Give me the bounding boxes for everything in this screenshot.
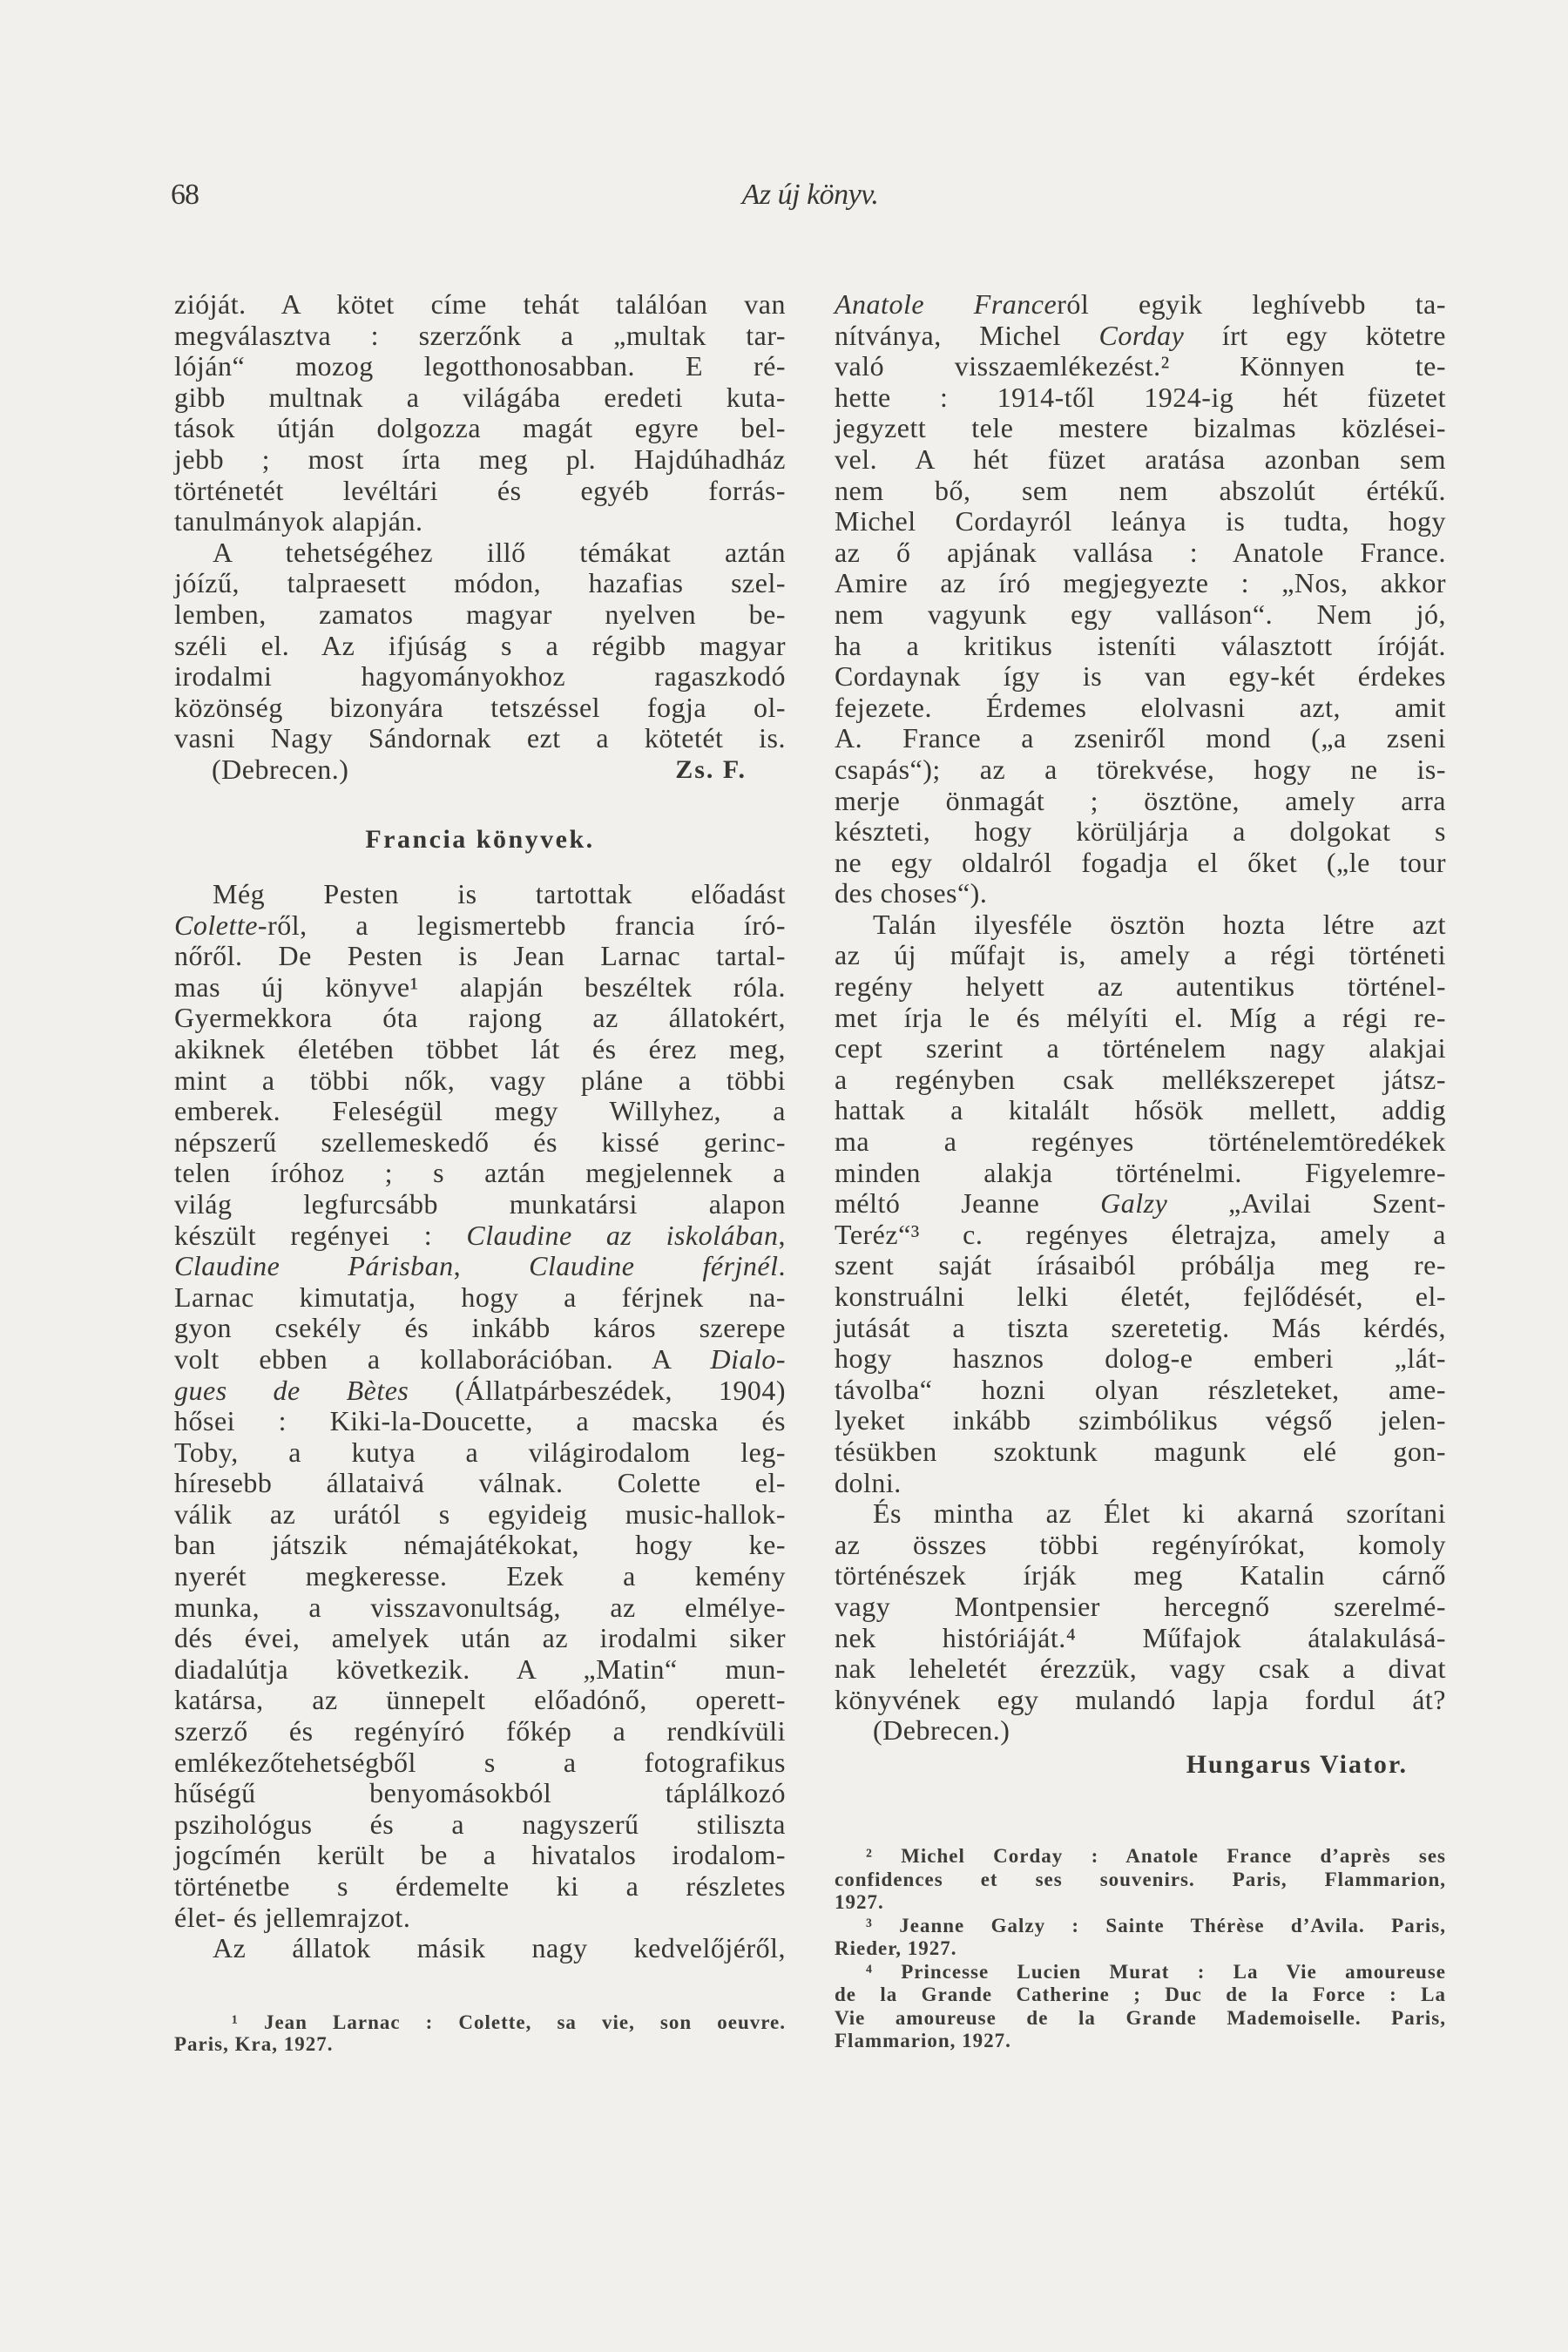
text-line: jutását a tiszta szeretetig. Más kérdés, [835,1311,1446,1343]
text-line: csapás“); az a törekvése, hogy ne is- [835,753,1446,785]
text-line: dolni. [835,1466,902,1498]
page-number: 68 [171,179,199,211]
italic-title: Colette [174,909,258,941]
text-line: mas új könyve¹ alapján beszéltek róla. [174,970,786,1003]
text-line: katársa, az ünnepelt előadónő, operett- [174,1684,786,1716]
text-segment: készült regényei : [174,1219,467,1251]
text-segment: . [778,1250,787,1282]
text-line: tások útján dolgozza magát egyre bel- [174,412,786,444]
text-line: lyeket inkább szimbólikus végső jelen- [835,1404,1446,1436]
text-segment: , [778,1219,786,1251]
text-line: az ő apjának vallása : Anatole France. [835,536,1446,568]
text-segment: (Állatpárbeszédek, 1904) [409,1374,787,1406]
text-line: emberek. Feleségül megy Willyhez, a [174,1095,786,1127]
text-line: ⁴ Princesse Lucien Murat : La Vie amoureuse [866,1960,1446,1983]
text-line: nak leheletét érezzük, vagy csak a divat [835,1652,1446,1685]
text-line: akiknek életében többet lát és érez meg, [174,1032,786,1064]
text-line: ² Michel Corday : Anatole France d’après ses [866,1845,1446,1867]
text-line: pszihológus és a nagyszerű stiliszta [174,1808,786,1840]
text-segment: nítványa, Michel [835,319,1099,351]
text-line: gibb multnak a világába eredeti kuta- [174,381,786,413]
text-line: jegyzett tele mestere bizalmas közlései- [835,412,1446,444]
text-line: Paris, Kra, 1927. [174,2033,334,2055]
text-segment: írt egy kötetre [1184,319,1447,351]
text-line: ne egy oldalról fogadja el őket („le tour [835,846,1446,878]
text-line: könyvének egy mulandó lapja fordul át? [835,1683,1446,1715]
text-line [835,289,1446,321]
text-line [835,321,1446,352]
text-line: Rieder, 1927. [835,1937,957,1959]
italic-title: Claudine az iskolában [466,1219,779,1251]
paragraph [835,1498,1446,1715]
section-heading: Francia könyvek. [365,825,595,854]
text-line: világ legfurcsább munkatársi alapon [174,1187,786,1220]
text-line: A tehetségéhez illő témákat aztán [213,536,786,568]
text-line: élet- és jellemrajzot. [174,1901,411,1933]
text-line: hűségű benyomásokból táplálkozó [174,1777,786,1809]
text-line: az új műfajt is, amely a régi történeti [835,939,1446,971]
text-line: mint a többi nők, vagy pláne a többi [174,1064,786,1096]
text-line [174,1344,786,1375]
text-line: telen íróhoz ; s aztán megjelennek a [174,1157,786,1189]
footnotes-right [835,1845,1446,2053]
text-line: történetét levéltári és egyéb forrás- [174,474,786,506]
text-line: des choses“). [835,877,988,909]
text-line: lóján“ mozog legotthonosabban. E ré- [174,350,786,382]
italic-title: Galzy [1100,1187,1168,1220]
text-line: szent saját írásaiból próbálja meg re- [835,1249,1446,1281]
text-line: híresebb állataivá válnak. Colette el- [174,1467,786,1499]
text-line: széli el. Az ifjúság s a régibb magyar [174,629,786,661]
text-line: Talán ilyesféle ösztön hozta létre azt [873,908,1446,940]
italic-title: Anatole France [835,288,1058,320]
text-line: met írja le és mélyíti el. Míg a régi re- [835,1001,1446,1033]
italic-title: Claudine férjnél [529,1250,779,1282]
signature-place: (Debrecen.) [212,753,349,785]
article-text-francia-konyvek [174,879,786,1964]
text-line: cept szerint a történelem nagy alakjai [835,1032,1446,1064]
left-column-top [174,289,786,786]
paragraph [174,1933,786,1964]
signature-line [174,754,786,786]
text-line: lemben, zamatos magyar nyelven be- [174,598,786,630]
text-line: jogcímén került be a hivatalos irodalom- [174,1839,786,1871]
text-line: ma a regényes történelemtöredékek [835,1125,1446,1158]
text-line [174,910,786,942]
text-line: Cordaynak így is van egy-két érdekes [835,660,1446,693]
text-line: de la Grande Catherine ; Duc de la Force : La [835,1984,1446,2005]
paragraph [174,2011,786,2055]
text-line: zióját. A kötet címe tehát találóan van [174,288,786,320]
text-segment: ról egyik leghívebb ta- [1057,288,1447,320]
article-text-zs-f [174,289,786,754]
text-line: A. France a zseniről mond („a zseni [835,722,1446,754]
text-line: minden alakja történelmi. Figyelemre- [835,1156,1446,1188]
text-line: Larnac kimutatja, hogy a férjnek na- [174,1281,786,1313]
text-line: emlékezőtehetségből s a fotografikus [174,1746,786,1778]
text-line: készteti, hogy körüljárja a dolgokat s [835,815,1446,848]
text-line: népszerű szellemeskedő és kissé gerinc- [174,1125,786,1158]
text-line [174,1375,786,1407]
text-line: nem vagyunk egy valláson“. Nem jó, [835,598,1446,630]
paragraph [174,289,786,537]
paragraph [835,1845,1446,1915]
text-line: nem bő, sem nem abszolút értékű. [835,474,1446,506]
right-column [835,289,1446,1783]
text-line: Még Pesten is tartottak előadást [213,878,786,909]
text-line: Vie amoureuse de la Grande Mademoiselle. Paris, [835,2006,1446,2029]
text-line: vagy Montpensier hercegnő szerelmé- [835,1590,1446,1622]
text-line: hette : 1914-től 1924-ig hét füzetet [835,381,1446,413]
paragraph [835,1961,1446,2053]
text-line: Teréz“³ c. regényes életrajza, amely a [835,1218,1446,1250]
text-line: az összes többi regényírókat, komoly [835,1528,1446,1560]
italic-title: Corday [1098,319,1185,351]
text-line: confidences et ses souvenirs. Paris, Flammarion, [835,1868,1446,1890]
signature-author: Zs. F. [675,754,747,784]
text-line: És mintha az Élet ki akarná szorítani [873,1497,1446,1530]
text-line: fejezete. Érdemes elolvasni azt, amit [835,691,1446,723]
text-line: szerző és regényíró főkép a rendkívüli [174,1715,786,1747]
footnotes-left [174,2011,786,2055]
text-line: Michel Cordayról leánya is tudta, hogy [835,505,1446,537]
text-line [174,1251,786,1282]
text-line: nőről. De Pesten is Jean Larnac tartal- [174,940,786,972]
text-line: merje önmagát ; ösztöne, amely arra [835,784,1446,816]
text-line: ha a kritikus isteníti választott íróját. [835,629,1446,661]
text-line: válik az urától s egyideig music-hallok- [174,1497,786,1530]
text-line: ¹ Jean Larnac : Colette, sa vie, son oeuvre. [232,2011,786,2033]
text-line: tésükben szoktunk magunk elé gon- [835,1435,1446,1467]
text-line [174,1220,786,1252]
text-line: 1927. [835,1891,884,1913]
paragraph [835,909,1446,1498]
paragraph [835,1915,1446,1961]
text-line: vel. A hét füzet aratása azonban sem [835,443,1446,475]
text-line: vasni Nagy Sándornak ezt a kötetét is. [174,722,786,754]
left-column-bottom [174,879,786,1964]
text-line: munka, a visszavonultság, az elmélye- [174,1591,786,1623]
italic-title: gues de Bètes [174,1374,409,1406]
text-line: való visszaemlékezést.² Könnyen te- [835,350,1446,382]
text-segment: volt ebben a kollaborációban. A [174,1342,711,1375]
text-line: Flammarion, 1927. [835,2030,1011,2051]
signature-place: (Debrecen.) [873,1714,1010,1747]
text-line: megválasztva : szerzőnk a „multak tar- [174,319,786,351]
text-line: regény helyett az autentikus történel- [835,970,1446,1003]
paragraph [174,537,786,754]
text-line: gyon csekély és inkább káros szerepe [174,1312,786,1344]
text-line: hősei : Kiki-la-Doucette, a macska és [174,1405,786,1437]
text-line: irodalmi hagyományokhoz ragaszkodó [174,660,786,693]
text-line: ban játszik némajátékokat, hogy ke- [174,1529,786,1561]
paragraph [174,879,786,1933]
text-line: hattak a kitalált hősök mellett, addig [835,1094,1446,1126]
signature-author: Hungarus Viator. [1186,1749,1408,1779]
text-segment: méltó Jeanne [835,1187,1101,1220]
text-segment: „Avilai Szent- [1167,1187,1446,1220]
text-line: konstruálni lelki életét, fejlődését, el- [835,1281,1446,1312]
text-line: Gyermekkora óta rajong az állatokért, [174,1002,786,1034]
text-line: hogy hasznos dolog-e emberi „lát- [835,1342,1446,1375]
text-line: diadalútja következik. A „Matin“ mun- [174,1652,786,1685]
text-line: Amire az író megjegyezte : „Nos, akkor [835,567,1446,599]
text-line: nyerét megkeresse. Ezek a kemény [174,1560,786,1592]
text-line: jebb ; most írta meg pl. Hajdúhadház [174,443,786,475]
text-line: Toby, a kutya a világirodalom leg- [174,1436,786,1468]
text-line: történészek írják meg Katalin cárnő [835,1559,1446,1592]
text-line: ³ Jeanne Galzy : Sainte Thérèse d’Avila. Paris, [866,1914,1446,1936]
text-line: nek históriáját.⁴ Műfajok átalakulásá- [835,1621,1446,1653]
text-line: a regényben csak mellékszerepet játsz- [835,1063,1446,1095]
text-segment: -ről, a legismertebb francia író- [257,909,786,941]
text-line: Az állatok másik nagy kedvelőjéről, [213,1932,786,1964]
italic-title: Dialo- [710,1342,786,1375]
paragraph [835,289,1446,909]
text-line: jóízű, talpraesett módon, hazafias szel- [174,567,786,599]
text-line: dés évei, amelyek után az irodalmi siker [174,1622,786,1654]
text-line: közönség bizonyára tetszéssel fogja ol- [174,691,786,723]
text-line: tanulmányok alapján. [174,505,423,537]
italic-title: Claudine Párisban [174,1250,454,1282]
text-line: távolba“ hozni olyan részleteket, ame- [835,1373,1446,1405]
running-title: Az új könyv. [741,179,879,211]
text-line [835,1188,1446,1220]
text-segment: , [453,1250,530,1282]
text-line: történetbe s érdemelte ki a részletes [174,1870,786,1902]
article-text-continued [835,289,1446,1715]
